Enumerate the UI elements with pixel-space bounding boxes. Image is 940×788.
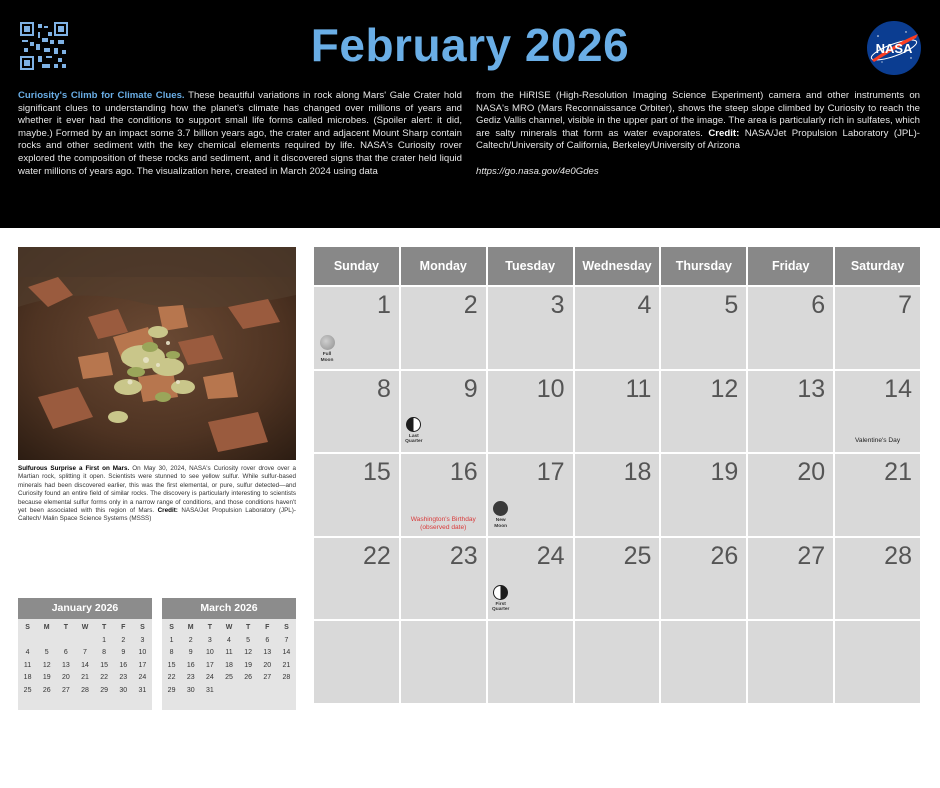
first-moon-icon: [493, 585, 508, 600]
mini-day-cell: 13: [263, 649, 272, 656]
mini-day-cell: 29: [167, 686, 176, 694]
day-number: 9: [463, 374, 478, 403]
day-cell[interactable]: [488, 538, 573, 620]
mini-day-cell: 30: [186, 686, 195, 694]
mini-weekday-label: M: [43, 624, 50, 631]
mini-day-cell: 26: [244, 674, 253, 681]
credit-text: NASA/Jet Propulsion Laboratory (JPL)-Caltech/University of California, Berkeley/University of Arizona: [476, 127, 920, 152]
mini-day-cell: [75, 635, 94, 648]
weekday-header: Wednesday: [575, 247, 660, 285]
day-cell[interactable]: [835, 287, 920, 369]
day-number: 8: [376, 374, 391, 403]
day-cell[interactable]: [748, 538, 833, 620]
description-lead: Curiosity's Climb for Climate Clues.: [18, 90, 185, 101]
day-cell[interactable]: [575, 287, 660, 369]
mini-day-cell: 4: [227, 636, 231, 644]
mini-day-cell: 24: [138, 674, 147, 681]
mini-day-cell: 31: [138, 686, 147, 694]
weekday-header: Tuesday: [488, 247, 573, 285]
caption-lead: Sulfurous Surprise a First on Mars.: [18, 465, 130, 472]
day-number: 17: [536, 458, 565, 487]
mini-day-cell: 4: [25, 649, 30, 656]
mini-day-cell: 14: [81, 661, 89, 669]
day-cell[interactable]: [748, 371, 833, 453]
day-number: 1: [376, 291, 391, 319]
nasa-logo: [866, 20, 922, 76]
mini-day-cell: 11: [23, 661, 32, 669]
mini-weekday-label: S: [169, 624, 174, 631]
mini-day-cell: 21: [81, 674, 89, 681]
day-number: 21: [884, 458, 912, 487]
day-number: 13: [797, 374, 826, 403]
day-number: 24: [536, 541, 565, 570]
mini-day-cell: 5: [246, 636, 251, 644]
weekday-header: Monday: [401, 247, 486, 285]
day-cell[interactable]: [488, 371, 573, 453]
day-number: 23: [449, 541, 478, 570]
moon-phase: [492, 585, 510, 613]
day-cell[interactable]: [401, 287, 486, 369]
mini-day-cell: 13: [61, 661, 70, 669]
day-number: 5: [724, 291, 739, 319]
day-cell[interactable]: [575, 454, 660, 536]
mini-day-cell: [18, 635, 37, 648]
mini-calendar-march: [162, 598, 296, 710]
new-moon-icon: [493, 501, 508, 516]
day-cell[interactable]: [401, 621, 486, 703]
mini-day-cell: 1: [169, 636, 174, 644]
mini-day-cell: 30: [119, 686, 128, 694]
mini-weekday-label: T: [245, 624, 251, 631]
mini-day-cell: 22: [167, 674, 176, 681]
mini-calendar-grid: [162, 622, 296, 697]
day-cell[interactable]: [488, 287, 573, 369]
holiday-label: Washington's Birthday (observed date): [410, 516, 476, 532]
mini-weekday-label: S: [25, 624, 30, 631]
day-cell[interactable]: [661, 371, 746, 453]
mini-weekday-label: F: [121, 624, 126, 631]
day-number: 18: [623, 458, 652, 487]
weekday-header: Friday: [748, 247, 833, 285]
day-number: 6: [811, 291, 826, 319]
day-number: 12: [710, 374, 739, 403]
mini-weekday-label: S: [284, 624, 289, 631]
day-cell[interactable]: [314, 621, 399, 703]
mini-day-cell: 21: [282, 661, 291, 669]
mini-day-cell: 16: [186, 661, 195, 669]
mini-weekday-label: T: [207, 624, 212, 631]
day-cell[interactable]: [488, 454, 573, 536]
mini-day-cell: 11: [225, 649, 233, 656]
nasa-logo-text: NASA: [875, 41, 913, 56]
mini-calendar-january: [18, 598, 152, 710]
moon-phase: [405, 417, 423, 445]
mini-day-cell: 31: [205, 686, 214, 694]
mini-day-cell: 28: [81, 686, 89, 694]
moon-phase: [318, 335, 336, 363]
last-moon-icon: [406, 417, 421, 432]
day-cell[interactable]: [835, 371, 920, 453]
day-cell[interactable]: [661, 621, 746, 703]
mini-calendar-title: March 2026: [162, 598, 296, 619]
weekday-header: Thursday: [661, 247, 746, 285]
day-number: 4: [637, 291, 652, 319]
day-number: 27: [797, 541, 826, 570]
day-number: 19: [710, 458, 739, 487]
mini-day-cell: [37, 635, 56, 648]
mini-day-cell: 18: [23, 674, 32, 681]
day-cell[interactable]: [314, 538, 399, 620]
mini-day-cell: 25: [23, 686, 32, 694]
mini-day-cell: 12: [42, 661, 51, 669]
day-number: 3: [550, 291, 565, 319]
mini-day-cell: 6: [265, 636, 270, 644]
day-number: 2: [463, 291, 478, 319]
moon-phase: [492, 501, 510, 529]
day-cell[interactable]: [748, 287, 833, 369]
mini-day-cell: 3: [207, 636, 212, 644]
day-cell[interactable]: [661, 538, 746, 620]
header-band: [0, 0, 940, 228]
caption-text: On May 30, 2024, NASA's Curiosity rover drove over a Martian rock, splitting it open. Scientists were stunned to see yellow sulfur. While sulfur-based minerals had been discovered earlier, this was the first elemental, or pure, sulfur detected—and Curiosity found an entire field of similar rocks. The discovery is particularly interesting to scientists because elemental sulfur forms only in a narrow range of conditions, and those conditions haven't yet been associated with this region of Mars.: [18, 465, 296, 515]
day-number: 7: [898, 291, 912, 319]
moon-phase-label: New Moon: [494, 518, 508, 529]
day-cell[interactable]: [661, 454, 746, 536]
mini-day-cell: 20: [61, 674, 70, 681]
day-cell[interactable]: [314, 454, 399, 536]
mini-day-cell: 17: [205, 661, 214, 669]
mini-weekday-label: T: [63, 624, 68, 631]
moon-phase-label: Full Moon: [320, 352, 334, 363]
description-left: [18, 90, 462, 178]
mini-weekday-label: M: [187, 624, 194, 631]
mini-day-cell: [56, 635, 75, 648]
mini-calendar-title: January 2026: [18, 598, 152, 619]
mini-day-cell: 20: [263, 661, 272, 669]
day-number: 20: [797, 458, 826, 487]
mars-sulfur-rock-photo: [18, 247, 296, 460]
day-number: 28: [884, 541, 912, 570]
weekday-header: Saturday: [835, 247, 920, 285]
mini-day-cell: 5: [44, 649, 49, 656]
day-cell[interactable]: [314, 287, 399, 369]
mini-day-cell: 10: [138, 649, 147, 656]
mini-day-cell: 14: [282, 649, 291, 656]
mini-day-cell: 23: [119, 674, 128, 681]
day-cell[interactable]: [488, 621, 573, 703]
mini-day-cell: 27: [61, 686, 70, 694]
mini-day-cell: 17: [138, 661, 147, 669]
mini-day-cell: 19: [42, 674, 51, 681]
description-left-text: These beautiful variations in rock along Mars' Gale Crater hold significant clues to understanding how the planet's climate has changed over millions of years and whether it ever had the conditions to support small life forms called microbes. (Spoiler alert: it did, maybe.) Formed by an impact some 3.7 billion years ago, the crater and adjacent Mount Sharp contain rocks and other sediment with the key chemical elements required by life. NASA's Curiosity rover explored the composition of these rocks and sediment, and it discovered signs that the crater held liquid water millions of years ago. The visualization here, created in March 2024 using data: [18, 90, 463, 177]
day-number: 14: [884, 374, 912, 403]
description-right: [476, 90, 920, 153]
description-right-text: from the HiRISE (High-Resolution Imaging Science Experiment) camera and other instruments on NASA's MRO (Mars Reconnaissance Orbiter), shows the steep slope climbed by Curiosity to reach the Gediz Vallis channel, visible in the upper part of the image. The area is particularly rich in sulfates, which are salty minerals that form as water evaporates.: [476, 90, 920, 139]
page-title: February 2026: [310, 19, 630, 71]
mini-day-cell: 24: [205, 674, 214, 681]
mini-day-cell: 18: [225, 661, 233, 669]
mini-day-cell: 19: [244, 661, 253, 669]
mini-day-cell: 2: [121, 636, 126, 644]
day-number: 25: [623, 541, 652, 570]
day-cell[interactable]: [835, 538, 920, 620]
mini-day-cell: 9: [121, 649, 126, 656]
mini-day-cell: 29: [100, 686, 109, 694]
mini-day-cell: 3: [140, 636, 145, 644]
credit-label: Credit:: [708, 127, 740, 139]
more-info-link[interactable]: https://go.nasa.gov/4e0Gdes: [476, 166, 599, 177]
day-cell[interactable]: [401, 371, 486, 453]
mini-day-cell: 7: [284, 636, 289, 644]
caption-credit-label: Credit:: [157, 507, 178, 515]
day-number: 10: [536, 374, 565, 403]
mini-weekday-label: W: [225, 624, 233, 631]
day-cell[interactable]: [835, 454, 920, 536]
day-number: 26: [710, 541, 739, 570]
mini-day-cell: 16: [119, 661, 128, 669]
mini-day-cell: 6: [63, 649, 68, 656]
mini-day-cell: 12: [244, 649, 253, 656]
mini-day-cell: 8: [169, 649, 174, 656]
holiday-label: Valentine's Day: [855, 436, 901, 444]
day-cell[interactable]: [835, 621, 920, 703]
day-number: 22: [363, 541, 391, 570]
moon-phase-label: First Quarter: [492, 601, 510, 613]
caption-credit-text: NASA/Jet Propulsion Laboratory (JPL)-Caltech/ Malin Space Science Systems (MSSS): [18, 507, 297, 523]
mini-day-cell: 15: [100, 661, 109, 669]
day-number: 15: [363, 458, 391, 487]
mini-day-cell: 26: [42, 686, 51, 694]
mini-weekday-label: T: [101, 624, 107, 631]
mini-day-cell: 7: [83, 649, 87, 656]
mini-day-cell: 27: [263, 674, 272, 681]
mini-day-cell: 9: [188, 649, 193, 656]
day-number: 11: [625, 374, 652, 403]
moon-phase-label: Last Quarter: [405, 433, 423, 445]
mini-weekday-label: F: [265, 624, 270, 631]
photo-caption: [18, 465, 296, 524]
mini-weekday-label: S: [140, 624, 145, 631]
day-cell[interactable]: [314, 371, 399, 453]
full-moon-icon: [320, 335, 335, 350]
mini-weekday-label: W: [81, 624, 89, 631]
day-cell[interactable]: [748, 621, 833, 703]
day-cell[interactable]: [401, 454, 486, 536]
mini-day-cell: 22: [100, 674, 109, 681]
mini-day-cell: 1: [102, 636, 107, 644]
mini-calendar-grid: [18, 622, 152, 697]
mini-day-cell: 15: [167, 661, 176, 669]
mini-day-cell: 2: [188, 636, 193, 644]
weekday-header: Sunday: [314, 247, 399, 285]
day-cell[interactable]: [575, 621, 660, 703]
mini-day-cell: 23: [186, 674, 195, 681]
day-cell[interactable]: [575, 538, 660, 620]
mini-day-cell: 25: [225, 674, 233, 681]
day-number: 16: [449, 458, 478, 487]
mini-day-cell: 28: [282, 674, 291, 681]
mini-day-cell: 10: [205, 649, 214, 656]
day-cell[interactable]: [575, 371, 660, 453]
mini-day-cell: 8: [102, 649, 107, 656]
month-calendar-grid: [314, 247, 920, 703]
day-cell[interactable]: [401, 538, 486, 620]
day-cell[interactable]: [748, 454, 833, 536]
day-cell[interactable]: [661, 287, 746, 369]
